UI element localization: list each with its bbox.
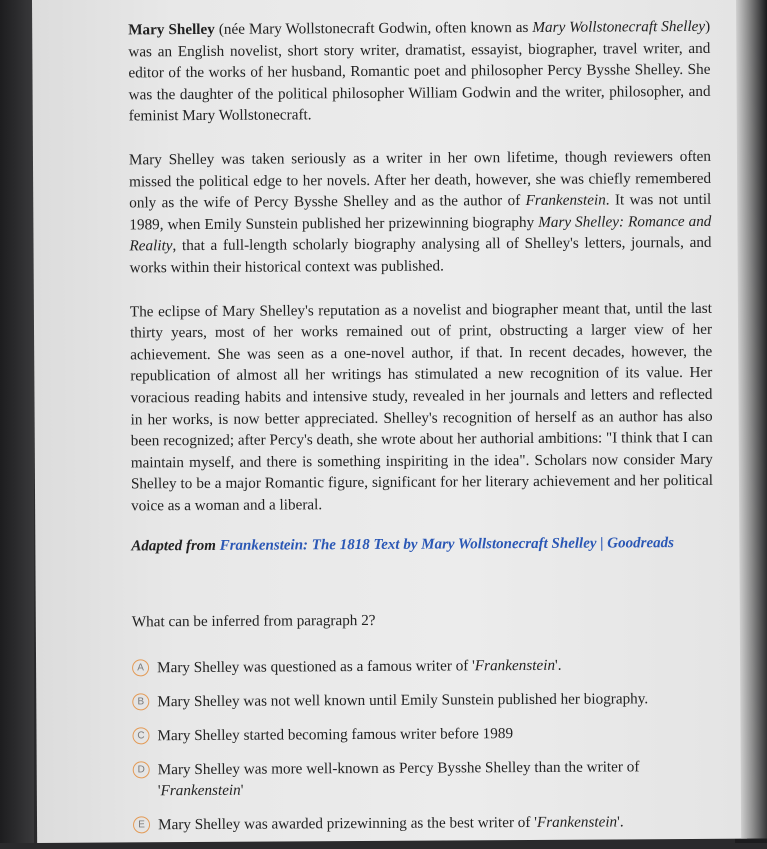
option-e-text-post: '. xyxy=(617,813,624,831)
question-text: What can be inferred from paragraph 2? xyxy=(131,612,376,631)
option-c-text xyxy=(157,722,714,746)
option-a[interactable] xyxy=(132,654,714,679)
paragraph-1-alias: Mary Wollstonecraft Shelley xyxy=(532,17,706,36)
option-a-text xyxy=(157,654,714,678)
paragraph-2 xyxy=(129,146,712,279)
option-a-title: Frankenstein xyxy=(474,657,556,675)
paragraph-1-text-a: (née Mary Wollstonecraft Godwin, often known as xyxy=(214,18,533,38)
option-c[interactable] xyxy=(132,722,714,747)
paragraph-2-title-1: Frankenstein xyxy=(525,191,606,210)
option-d[interactable] xyxy=(133,756,715,802)
paragraph-3: The eclipse of Mary Shelley's reputation as a novelist and biographer meant that, until the last thirty years, most of her works remained out of print, obstructing a larger view of her achievement. She was seen as a one-novel author, if that. In recent decades, however, the republication of almost all her writings has stimulated a new recognition of its value. Her voracious reading habits and intensive study, revealed in her journals and letters and reflected in her works, is now better appreciated. Shelley's recognition of herself as an author has also been recognized; after Percy's death, she wrote about her authorial ambitions: "I think that I can maintain myself, and there is something inspiriting in the idea". Scholars now consider Mary Shelley to be a major Romantic figure, significant for her literary achievement and her political voice as a woman and a liberal. xyxy=(129,299,714,515)
option-d-title: Frankenstein xyxy=(160,782,241,800)
option-c-circle[interactable]: C xyxy=(132,728,149,745)
option-b[interactable] xyxy=(132,688,714,713)
paragraph-2-title-2: Mary Shelley: Romance and Reality xyxy=(129,212,712,255)
paragraph-1-text-b: ) was an English novelist, short story writer, dramatist, essayist, biographer, travel writer, and editor of the works of her husband, Romantic poet and philosopher Percy Bysshe Shelley. She was the daughter of the political philosopher William Godwin and the writer, philosopher, and feminist Mary Wollstonecraft. xyxy=(128,17,711,125)
option-e-title: Frankenstein xyxy=(536,813,618,832)
answer-options xyxy=(132,654,715,836)
option-b-circle[interactable]: B xyxy=(132,694,149,711)
passage-content xyxy=(128,16,715,849)
option-c-text-pre: Mary Shelley started becoming famous writer before 1989 xyxy=(157,725,514,745)
source-prefix: Adapted from xyxy=(131,538,216,555)
option-d-text-pre: Mary Shelley was more well-known as Percy Bysshe Shelley than the writer of ' xyxy=(157,758,640,800)
paragraph-1 xyxy=(128,16,711,128)
subject-name: Mary Shelley xyxy=(128,20,215,39)
option-d-circle[interactable]: D xyxy=(133,762,150,779)
option-e-text xyxy=(158,811,715,835)
page-edge-shadow xyxy=(736,0,767,839)
option-e-text-pre: Mary Shelley was awarded prizewinning as the best writer of ' xyxy=(157,814,538,834)
option-b-text xyxy=(157,688,714,712)
option-a-text-post: '. xyxy=(554,657,562,675)
option-d-text xyxy=(158,756,715,801)
option-e[interactable] xyxy=(133,811,715,836)
source-citation xyxy=(131,535,713,556)
option-a-circle[interactable]: A xyxy=(132,660,149,677)
source-link[interactable]: Frankenstein: The 1818 Text by Mary Wollstonecraft Shelley | Goodreads xyxy=(219,535,675,555)
option-d-text-post: ' xyxy=(240,782,244,800)
paragraph-2-text-a: Mary Shelley was taken seriously as a writer in her own lifetime, though reviewers often missed the political edge to her novels. After her death, however, she was chiefly remembered only as the wife of Percy Bysshe Shelley and as the author of xyxy=(128,147,712,212)
option-a-text-pre: Mary Shelley was questioned as a famous writer of ' xyxy=(157,657,475,677)
paragraph-2-text-b: . It was not until 1989, when Emily Sunstein published her prizewinning biography xyxy=(129,191,712,234)
option-e-circle[interactable]: E xyxy=(133,817,150,834)
option-b-text-pre: Mary Shelley was not well known until Emily Sunstein published her biography. xyxy=(157,690,649,711)
paper-page xyxy=(32,0,747,843)
background-left xyxy=(0,0,34,843)
paragraph-2-text-c: , that a full-length scholarly biography analysing all of Shelley's letters, journals, and works within their historical context was published. xyxy=(129,234,712,277)
